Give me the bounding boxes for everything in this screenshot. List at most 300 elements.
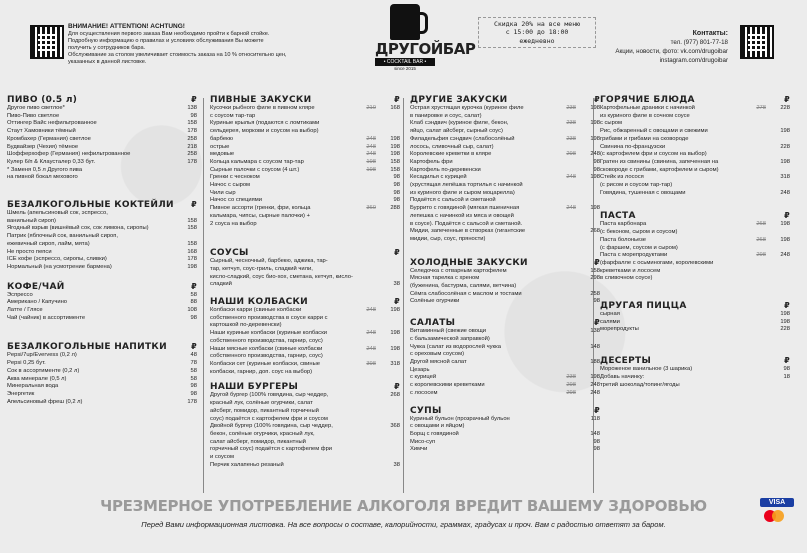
item-name: колбаски, гарнир, доп. соус на выбор) [210, 368, 313, 375]
qr-code-icon[interactable] [740, 25, 774, 59]
item-price [181, 233, 197, 241]
item-price: 178 [187, 128, 197, 135]
menu-item [410, 159, 600, 167]
menu-item [210, 128, 400, 136]
item-name: сельдерея, моркови и соусом на выбор) [210, 128, 319, 135]
item-price: 198 [780, 128, 790, 135]
menu-item [7, 120, 197, 128]
item-name: * Заменя 0,5 л Другого пива [7, 166, 83, 173]
contact-phone[interactable]: тел. (977) 801-77-18 [670, 39, 728, 47]
item-name: Химчи [410, 446, 428, 453]
contacts [600, 29, 728, 66]
item-price: 198 [390, 345, 400, 352]
item-name: Говядина, тушенная с овощами [600, 189, 686, 196]
item-price: 368 [390, 423, 400, 430]
item-price [584, 144, 600, 152]
old-price [560, 423, 576, 431]
item-price: 228 [780, 326, 790, 333]
old-price [560, 328, 576, 336]
menu-section-hot [600, 95, 790, 197]
item-price: 258 [187, 151, 197, 158]
menu-item [410, 382, 600, 390]
old-price [750, 268, 766, 276]
old-price [360, 400, 376, 408]
item-price: 98 [190, 314, 197, 321]
item-price [774, 151, 790, 159]
item-price: 58 [190, 291, 197, 298]
item-price: 198 [390, 151, 400, 158]
item-price: 158 [590, 267, 600, 274]
item-price: 188 [590, 358, 600, 365]
menu-item [600, 260, 790, 268]
old-price [750, 159, 766, 167]
item-price [584, 213, 600, 221]
item-name: Пиво-Пиво светлое [7, 112, 60, 119]
old-price [560, 351, 576, 359]
item-name: Другое пиво светлое* [7, 105, 65, 111]
old-price [360, 221, 376, 229]
item-price: 38 [393, 461, 400, 468]
menu-item [410, 174, 600, 182]
menu-column-1 [7, 95, 197, 412]
item-price: 268 [590, 228, 600, 235]
item-name: с бальзамической заправкой) [410, 335, 490, 342]
menu-item [410, 113, 600, 121]
item-price: 268 [390, 392, 400, 399]
menu-item [210, 361, 400, 369]
section-title: НАШИ КОЛБАСКИ [210, 297, 308, 308]
section-header [210, 95, 400, 105]
old-price [560, 446, 576, 454]
item-name: Латте / Глясе [7, 307, 43, 314]
menu-item [410, 213, 600, 221]
item-price: 38 [393, 281, 400, 288]
item-price: 48 [190, 352, 197, 359]
item-name: Чукка (салат из водорослей чукка [410, 343, 501, 350]
menu-item [210, 408, 400, 416]
item-name: (с беконом, сыром и соусом) [600, 229, 678, 236]
item-price [774, 229, 790, 237]
old-price [360, 197, 376, 205]
column-divider [403, 98, 404, 493]
menu-item [600, 221, 790, 229]
menu-section-cold [410, 258, 600, 307]
item-price [774, 268, 790, 276]
item-name: Стейк из лосося [600, 174, 644, 181]
item-name: Сёмга слабосолёная с маслом и тостами [410, 290, 522, 297]
menu-item [410, 268, 600, 276]
item-price [584, 351, 600, 359]
old-price: 238 [566, 374, 576, 381]
item-price: 98 [190, 383, 197, 390]
logo-since: since 2015 [394, 66, 416, 71]
currency-sign: ₽ [784, 301, 790, 311]
currency-sign: ₽ [594, 257, 600, 267]
attention-line: Обслуживание за столом увеличивает стоимость заказа на 10 % относительно цен, [68, 52, 287, 59]
menu-item [7, 105, 197, 113]
promo-box [478, 17, 596, 48]
old-price [560, 359, 576, 367]
item-price: 118 [590, 415, 600, 422]
attention-title: ВНИМАНИЕ! ATTENTION! ACHTUNG! [68, 23, 185, 30]
old-price [360, 353, 376, 361]
menu-item [7, 174, 197, 182]
item-name: в панировке и соус, салат) [410, 112, 482, 119]
contact-vk[interactable]: Акции, новости, фото: vk.com/drugoibar [615, 48, 728, 56]
item-price [384, 454, 400, 462]
item-name: Не просто пепси [7, 248, 52, 255]
item-name: лосось, сливочный сыр, салат) [410, 143, 494, 150]
item-name: бекон, солёные огурчики, красный лук, [210, 430, 315, 437]
old-price: 268 [756, 236, 766, 243]
item-price [584, 283, 600, 291]
item-name: Pepsi 0,25 бут. [7, 360, 46, 367]
menu-section-coffee [7, 282, 197, 323]
menu-item [600, 136, 790, 144]
item-name: собственного производства в соусе карри с [210, 314, 328, 321]
old-price [360, 423, 376, 431]
old-price: 248 [366, 143, 376, 150]
item-name: с ореховым соусом) [410, 351, 465, 358]
section-title: КОФЕ/ЧАЙ [7, 281, 65, 292]
currency-sign: ₽ [394, 382, 400, 392]
menu-item [7, 376, 197, 384]
contact-instagram[interactable]: instagram.com/drugoibar [659, 57, 728, 65]
old-price [560, 159, 576, 167]
menu-item [600, 151, 790, 159]
item-name: Чай (чайник) в ассортименте [7, 314, 86, 321]
header [0, 0, 807, 92]
item-price: 158 [187, 120, 197, 127]
section-header [600, 95, 790, 105]
item-price: 248 [590, 151, 600, 158]
item-name: Мисо-суп [410, 438, 436, 445]
item-name: Ягодный взрыв (вишнёвый сок, сок лимона, сиропы) [7, 225, 149, 232]
item-name: на пивной бокал мехового [7, 174, 78, 181]
menu-item [7, 159, 197, 167]
old-price [360, 182, 376, 190]
item-price: 88 [190, 299, 197, 306]
menu-item [600, 182, 790, 190]
item-price: 198 [590, 135, 600, 142]
item-name: собственного производства, гарнир, соус) [210, 337, 323, 344]
promo-line: с 15:00 до 18:00 [505, 28, 569, 37]
old-price [750, 374, 766, 382]
currency-sign: ₽ [594, 405, 600, 415]
footer-note: Перед Вами информационная листовка. На все вопросы о составе, калорийности, граммах, градусах и проч. Вам с радостью ответят за баром. [141, 520, 666, 529]
item-name: в соусе). Подаётся с сальсой и сметаной. [410, 220, 523, 227]
menu-item [210, 167, 400, 175]
item-name: Кольца кальмара с соусом тар-тар [210, 158, 304, 165]
menu-item [210, 392, 400, 400]
attention-line: Для осуществления первого заказа Вам необходимо пройти к барной стойке. [68, 31, 270, 38]
old-price [560, 275, 576, 283]
old-price: 238 [566, 120, 576, 127]
item-price: 108 [187, 307, 197, 314]
item-price [384, 113, 400, 121]
menu-item [7, 264, 197, 272]
item-price: 198 [590, 105, 600, 111]
item-name: Острая хрустящая курочка (куриное филе [410, 105, 524, 111]
item-price: 178 [187, 398, 197, 405]
old-price [560, 228, 576, 236]
item-price: 148 [590, 343, 600, 350]
menu-item [7, 233, 197, 241]
old-price [360, 408, 376, 416]
item-price [384, 408, 400, 416]
item-price: 98 [593, 166, 600, 173]
menu-item [410, 221, 600, 229]
section-header [210, 248, 400, 258]
currency-sign: ₽ [394, 297, 400, 307]
old-price [750, 190, 766, 198]
menu-column-3 [410, 95, 600, 460]
section-header [410, 406, 600, 416]
item-name: Кромбахер (Германия) светлое [7, 135, 91, 142]
logo-subtitle: • COCKTAIL BAR • [375, 58, 435, 66]
menu-section-other [410, 95, 600, 244]
item-name: мидии, сыр, соус, пряности) [410, 235, 486, 242]
old-price [560, 367, 576, 375]
menu-item [7, 144, 197, 152]
menu-section-drinks [7, 342, 197, 406]
item-name: Эспрессо [7, 291, 33, 298]
item-price: 98 [593, 438, 600, 445]
menu-item [410, 431, 600, 439]
menu-section-sausages [210, 297, 400, 376]
section-header [410, 258, 600, 268]
section-header [210, 382, 400, 392]
menu-item [600, 326, 790, 334]
menu-item [210, 353, 400, 361]
old-price [560, 213, 576, 221]
item-price: 58 [190, 375, 197, 382]
contacts-title: Контакты: [692, 30, 728, 37]
item-price: 198 [780, 318, 790, 325]
old-price [560, 128, 576, 136]
item-name: Энергетик [7, 390, 35, 397]
item-price [774, 136, 790, 144]
item-name: Паста болоньезе [600, 236, 646, 243]
currency-sign: ₽ [784, 95, 790, 104]
item-price: 198 [780, 236, 790, 243]
menu-item [600, 159, 790, 167]
item-name: Кесадилья с курицей [410, 174, 467, 181]
item-price [584, 336, 600, 344]
item-name: Апельсиновый фреш (0,2 л) [7, 398, 83, 405]
menu-item [410, 151, 600, 159]
item-name: морепродукты [600, 326, 639, 333]
item-name: Шофферхофер (Германия) нефильтрованное [7, 151, 131, 158]
item-price: 178 [187, 158, 197, 165]
menu-item [7, 315, 197, 323]
section-title: САЛАТЫ [410, 318, 456, 329]
item-name: барбекю [210, 135, 233, 142]
item-price [584, 236, 600, 244]
old-price [750, 229, 766, 237]
old-price [360, 315, 376, 323]
menu-item [410, 390, 600, 398]
old-price [750, 326, 766, 334]
old-price [360, 431, 376, 439]
menu-column-2 [210, 95, 400, 475]
item-name: Чили сыр [210, 189, 236, 196]
item-name: третий шоколад/топинг/ягоды [600, 381, 680, 388]
old-price [360, 213, 376, 221]
menu-item [600, 190, 790, 198]
old-price [560, 291, 576, 299]
item-price [584, 113, 600, 121]
item-name: (хрустящая лепёшка тортилья с начинкой [410, 182, 523, 189]
menu-item [600, 319, 790, 327]
section-header [7, 342, 197, 352]
column-divider [203, 98, 204, 493]
menu-item [410, 144, 600, 152]
menu-section-salads [410, 318, 600, 397]
item-price [181, 210, 197, 218]
menu-item [210, 338, 400, 346]
item-name: Аква минерале (0,5 л) [7, 375, 67, 382]
item-price [384, 221, 400, 229]
item-price: 98 [593, 446, 600, 453]
item-name: картошкой по-деревенски) [210, 322, 282, 329]
menu-item [7, 307, 197, 315]
section-header [600, 211, 790, 221]
menu-item [210, 113, 400, 121]
old-price: 398 [366, 360, 376, 367]
section-title: СУПЫ [410, 405, 442, 416]
section-title: БЕЗАЛКОГОЛЬНЫЕ КОКТЕЙЛИ [7, 200, 174, 211]
item-price: 58 [190, 367, 197, 374]
menu-item [210, 105, 400, 113]
item-price: 228 [780, 105, 790, 111]
item-name: Картофель фри [410, 158, 453, 165]
item-price [384, 353, 400, 361]
menu-item [600, 366, 790, 374]
item-price: 198 [390, 135, 400, 142]
menu-item [210, 182, 400, 190]
item-price [384, 439, 400, 447]
item-price: 298 [590, 275, 600, 282]
payment-cards [760, 498, 794, 523]
old-price [560, 431, 576, 439]
old-price [360, 454, 376, 462]
promo-line: Скидка 20% на все меню [493, 20, 581, 28]
old-price [750, 151, 766, 159]
old-price [360, 439, 376, 447]
old-price: 298 [566, 389, 576, 396]
section-title: ДРУГИЕ ЗАКУСКИ [410, 95, 508, 105]
item-name: Пивное ассорти (гренки, фри, кольца [210, 205, 311, 212]
menu-item [210, 258, 400, 266]
qr-code-icon[interactable] [30, 25, 64, 59]
item-name: Куриные крылья (подаются с ломтиками [210, 120, 320, 127]
item-name: Наши мясные колбаски (свиные колбаски [210, 345, 323, 352]
item-name: (с рисом и соусом тар-тар) [600, 182, 673, 189]
item-price: 198 [780, 221, 790, 228]
menu-item [210, 454, 400, 462]
item-price: 98 [393, 174, 400, 181]
item-price: 318 [390, 360, 400, 367]
item-price: 98 [393, 182, 400, 189]
old-price [560, 167, 576, 175]
old-price [360, 322, 376, 330]
item-name: 2 соуса на выбор [210, 220, 257, 227]
item-name: Буррито с говядиной (мягкая пшеничная [410, 205, 520, 212]
menu-item [210, 266, 400, 274]
item-price [384, 315, 400, 323]
section-title: БЕЗАЛКОГОЛЬНЫЕ НАПИТКИ [7, 342, 167, 353]
menu-item [410, 283, 600, 291]
item-price [384, 416, 400, 424]
item-name: сковороде с грибами, картофелем и сыром) [600, 166, 719, 173]
menu-item [210, 221, 400, 229]
menu-item [410, 423, 600, 431]
item-name: Кусочки рыбного филе в пивном кляре [210, 105, 315, 111]
old-price [560, 113, 576, 121]
menu-item [210, 174, 400, 182]
old-price [560, 182, 576, 190]
item-name: Сырные палочки с соусом (4 шт.) [210, 166, 300, 173]
old-price: 298 [756, 252, 766, 259]
alcohol-warning: ЧРЕЗМЕРНОЕ УПОТРЕБЛЕНИЕ АЛКОГОЛЯ ВРЕДИТ ВАШЕМУ ЗДОРОВЬЮ [100, 497, 707, 515]
menu-item [410, 374, 600, 382]
item-name: Наши куриные колбаски (куриные колбаски [210, 330, 327, 337]
item-price: 198 [780, 158, 790, 165]
item-name: Свинина по-французски [600, 143, 666, 150]
old-price [360, 369, 376, 377]
item-name: ежевичный сироп, лайм, мята) [7, 240, 90, 247]
currency-sign: ₽ [191, 95, 197, 104]
menu-item [7, 151, 197, 159]
old-price [560, 190, 576, 198]
item-name: Паста карбонара [600, 221, 647, 228]
menu-item [600, 105, 790, 113]
old-price [560, 144, 576, 152]
menu-item [410, 228, 600, 236]
item-price: 218 [187, 143, 197, 150]
item-price [384, 338, 400, 346]
item-name: Стаут Хамовники тёмный [7, 128, 76, 135]
menu-item [7, 299, 197, 307]
item-name: Мидии, запеченные в створках (гигантские [410, 228, 526, 235]
currency-sign: ₽ [191, 342, 197, 352]
currency-sign: ₽ [784, 356, 790, 366]
item-name: с соусом тар-тар [210, 112, 256, 119]
item-name: Pepsi/7up/Evervess (0,2 л) [7, 352, 77, 359]
menu-column-4 [600, 95, 790, 395]
old-price: 248 [366, 151, 376, 158]
item-price [774, 275, 790, 283]
menu-item [600, 252, 790, 260]
old-price: 248 [566, 174, 576, 181]
attention-line: получить у сотрудников бара. [68, 45, 146, 52]
item-name: ICE кофе (эспрессо, сиропы, сливки) [7, 256, 107, 263]
old-price: 360 [366, 205, 376, 212]
menu-item [600, 174, 790, 182]
menu-item [210, 322, 400, 330]
item-name: Другой мясной салат [410, 358, 467, 365]
old-price: 278 [756, 105, 766, 111]
menu-item [210, 205, 400, 213]
section-title: ДРУГАЯ ПИЦЦА [600, 301, 687, 312]
menu-item [210, 144, 400, 152]
attention-notice [68, 23, 298, 66]
old-price [750, 182, 766, 190]
item-price [774, 182, 790, 190]
menu-section-cocktails [7, 200, 197, 272]
menu-item [210, 213, 400, 221]
